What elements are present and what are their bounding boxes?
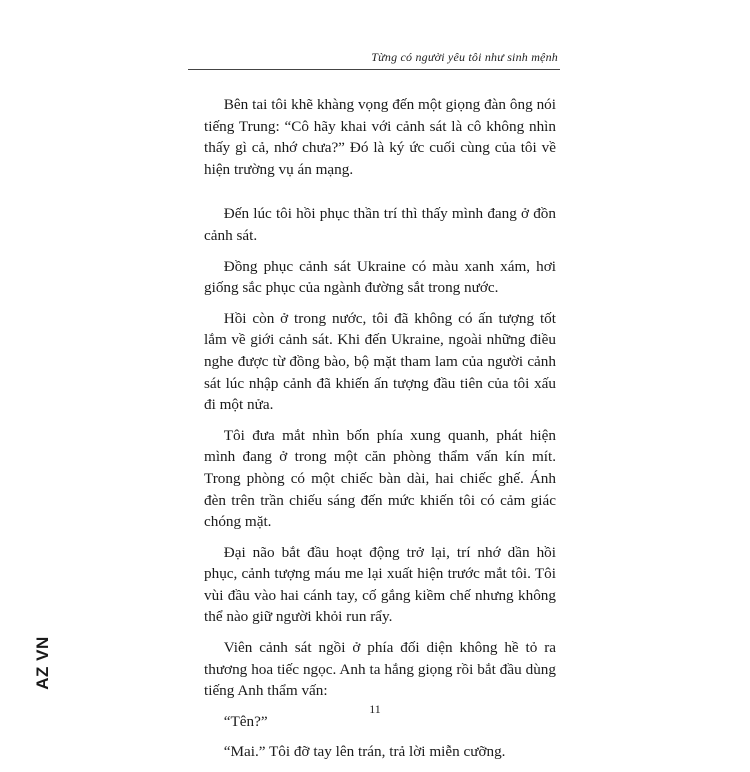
- paragraph: Đại não bắt đầu hoạt động trở lại, trí nhớ dần hồi phục, cảnh tượng máu me lại xuất hiện trước mắt tôi. Tôi vùi đầu vào hai cánh tay, cố gắng kiềm chế nhưng không thể nào giữ người khỏi run rẩy.: [204, 543, 556, 626]
- dialogue-line: “Tên?”: [223, 712, 268, 730]
- publisher-logo-text: AZ VN: [33, 636, 52, 690]
- header-divider: [188, 69, 560, 70]
- paragraph: Hồi còn ở trong nước, tôi đã không có ấn tượng tốt lắm về giới cảnh sát. Khi đến Ukraine, ngoài những điều nghe được từ đồng bào, bộ mặt tham lam của người cảnh sát lúc nhập cảnh đã khiến ấn tượng đầu tiên của tôi xấu đi một nửa.: [204, 309, 556, 414]
- body-text: [204, 94, 556, 772]
- paragraph: Tôi đưa mắt nhìn bốn phía xung quanh, phát hiện mình đang ở trong một căn phòng thẩm vấn kín mít. Trong phòng có một chiếc bàn dài, hai chiếc ghế. Ánh đèn trên trần chiếu sáng đến mức khiến tôi có cảm giác chóng mặt.: [204, 426, 556, 531]
- paragraph: Bên tai tôi khẽ khàng vọng đến một giọng đàn ông nói tiếng Trung: “Cô hãy khai với cảnh sát là cô không nhìn thấy gì cả, nhớ chưa?” Đó là ký ức cuối cùng của tôi về hiện trường vụ án mạng.: [204, 96, 556, 178]
- dialogue-line: “Mai.” Tôi đỡ tay lên trán, trả lời miễn cưỡng.: [223, 743, 506, 761]
- page-number: 11: [369, 702, 381, 716]
- paragraph: Đồng phục cảnh sát Ukraine có màu xanh xám, hơi giống sắc phục của ngành đường sắt trong nước.: [204, 257, 556, 297]
- running-header-title: Từng có người yêu tôi như sinh mệnh: [371, 50, 558, 64]
- publisher-logo-icon: [30, 628, 54, 698]
- paragraph: Đến lúc tôi hồi phục thần trí thì thấy mình đang ở đồn cảnh sát.: [204, 205, 556, 244]
- paragraph: Viên cảnh sát ngồi ở phía đối diện không hề tỏ ra thương hoa tiếc ngọc. Anh ta hắng giọng rồi bắt đầu dùng tiếng Anh thẩm vấn:: [204, 639, 556, 700]
